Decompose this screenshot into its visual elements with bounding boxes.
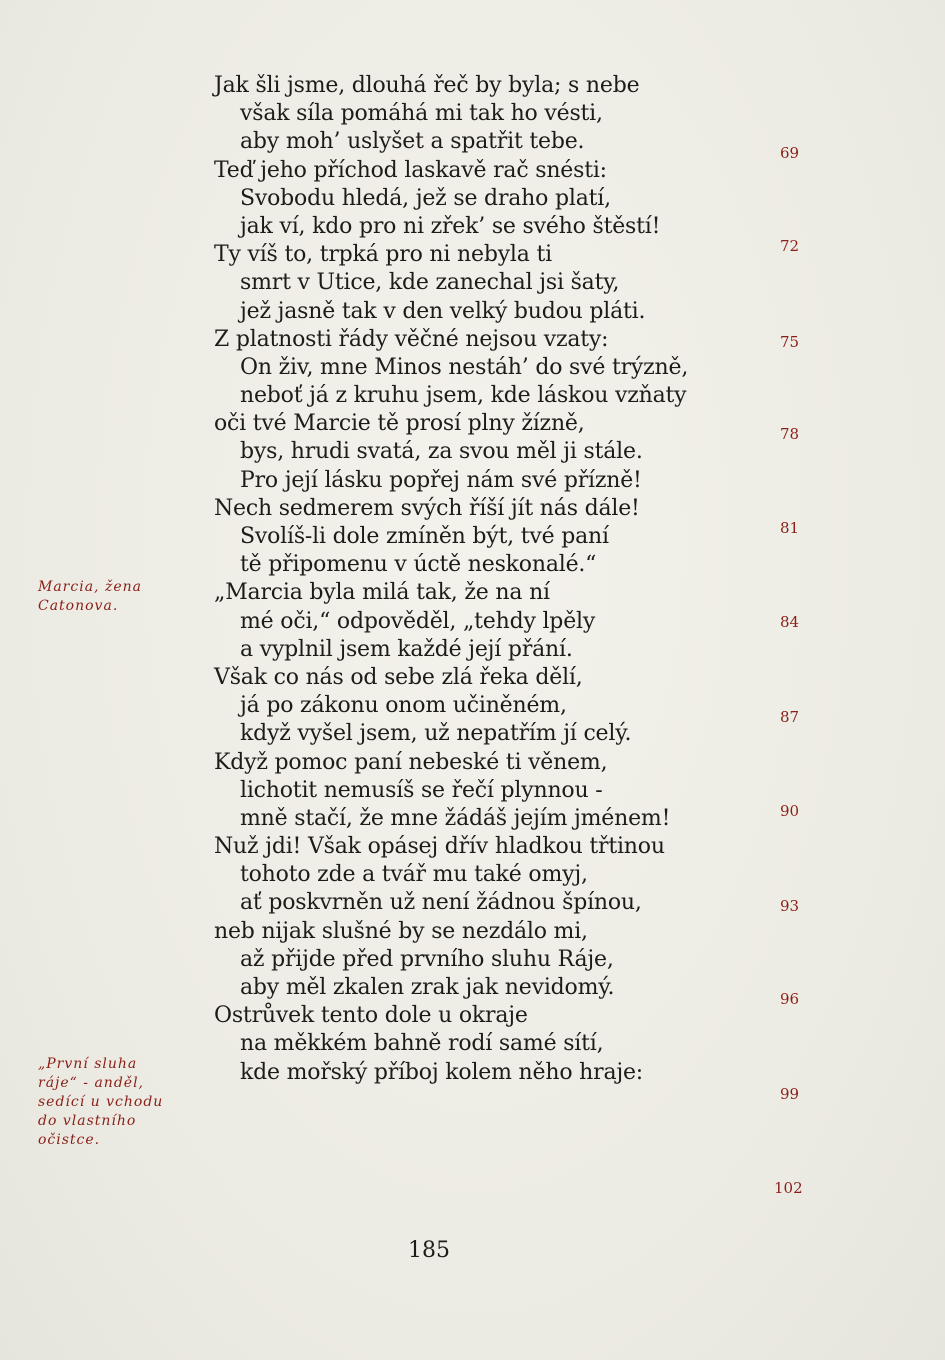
line-number: 69 (780, 144, 800, 162)
verse-line: Když pomoc paní nebeské ti věnem, (214, 749, 608, 775)
verse-line: Však co nás od sebe zlá řeka dělí, (214, 664, 583, 690)
verse-line: Ty víš to, trpká pro ni nebyla ti (214, 242, 552, 268)
verse-line: však síla pomáhá mi tak ho vésti, (240, 101, 603, 127)
verse-line: „Marcia byla milá tak, že na ní (214, 580, 550, 606)
verse-line: ať poskvrněn už není žádnou špínou, (240, 890, 642, 916)
verse-line: až přijde před prvního sluhu Ráje, (240, 946, 614, 972)
line-number: 96 (780, 990, 800, 1008)
verse-line: Nech sedmerem svých říší jít nás dále! (214, 495, 640, 521)
margin-note-line: očistce. (38, 1132, 101, 1148)
line-number: 90 (780, 802, 800, 820)
verse-line: jež jasně tak v den velký budou pláti. (240, 298, 646, 324)
verse-line: tohoto zde a tvář mu také omyj, (240, 862, 588, 888)
line-number: 102 (774, 1179, 803, 1197)
margin-note-line: Marcia, žena (38, 579, 142, 595)
verse-line: a vyplnil jsem každé její přání. (240, 636, 573, 662)
verse-line: aby moh’ uslyšet a spatřit tebe. (240, 129, 585, 155)
page-number: 185 (408, 1238, 450, 1263)
verse-line: Svolíš-li dole zmíněn být, tvé paní (240, 524, 609, 549)
verse-line: neboť já z kruhu jsem, kde láskou vzňaty (240, 383, 687, 409)
poem-text (214, 72, 734, 1087)
verse-line: jak ví, kdo pro ni zřek’ se svého štěstí! (240, 213, 661, 239)
verse-line: tě připomenu v úctě neskonalé.“ (240, 552, 597, 578)
margin-note-line: do vlastního (38, 1113, 137, 1129)
line-number: 99 (780, 1085, 800, 1103)
line-number: 81 (780, 519, 800, 537)
verse-line: lichotit nemusíš se řečí plynnou - (240, 777, 603, 803)
verse-line: mně stačí, že mne žádáš jejím jménem! (240, 805, 671, 831)
verse-line: Ostrůvek tento dole u okraje (214, 1003, 528, 1029)
margin-note-line: sedící u vchodu (38, 1094, 164, 1110)
verse-line: Pro její lásku popřej nám své přízně! (240, 467, 642, 493)
verse-line: když vyšel jsem, už nepatřím jí celý. (240, 721, 632, 747)
line-number: 75 (780, 333, 800, 351)
verse-line: oči tvé Marcie tě prosí plny žízně, (214, 411, 585, 437)
line-number: 72 (780, 237, 800, 255)
line-number: 87 (780, 708, 800, 726)
verse-line: na měkkém bahně rodí samé sítí, (240, 1031, 604, 1057)
verse-line: Jak šli jsme, dlouhá řeč by byla; s nebe (214, 73, 640, 98)
verse-line: smrt v Utice, kde zanechal jsi šaty, (240, 270, 620, 296)
verse-line: bys, hrudi svatá, za svou měl ji stále. (240, 439, 643, 465)
verse-line: aby měl zkalen zrak jak nevidomý. (240, 975, 615, 1000)
line-number: 84 (780, 613, 800, 631)
margin-note-line: ráje“ - anděl, (38, 1075, 144, 1091)
line-number: 78 (780, 425, 800, 443)
verse-line: On živ, mne Minos nestáh’ do své trýzně, (240, 354, 689, 380)
margin-note-line: Catonova. (38, 598, 119, 614)
line-number: 93 (780, 897, 800, 915)
margin-note-marcia (38, 578, 188, 616)
margin-note-first-servant (38, 1055, 188, 1150)
verse-line: Teď jeho příchod laskavě rač snésti: (214, 157, 607, 183)
verse-line: kde mořský příboj kolem něho hraje: (240, 1059, 644, 1085)
verse-line: mé oči,“ odpověděl, „tehdy lpěly (240, 608, 596, 634)
verse-line: Nuž jdi! Však opásej dřív hladkou třtinou (214, 834, 665, 860)
verse-line: já po zákonu onom učiněném, (240, 693, 567, 719)
verse-line: Svobodu hledá, jež se draho platí, (240, 185, 611, 211)
verse-line: neb nijak slušné by se nezdálo mi, (214, 918, 588, 944)
margin-note-line: „První sluha (38, 1056, 138, 1072)
verse-line: Z platnosti řády věčné nejsou vzaty: (214, 326, 609, 352)
